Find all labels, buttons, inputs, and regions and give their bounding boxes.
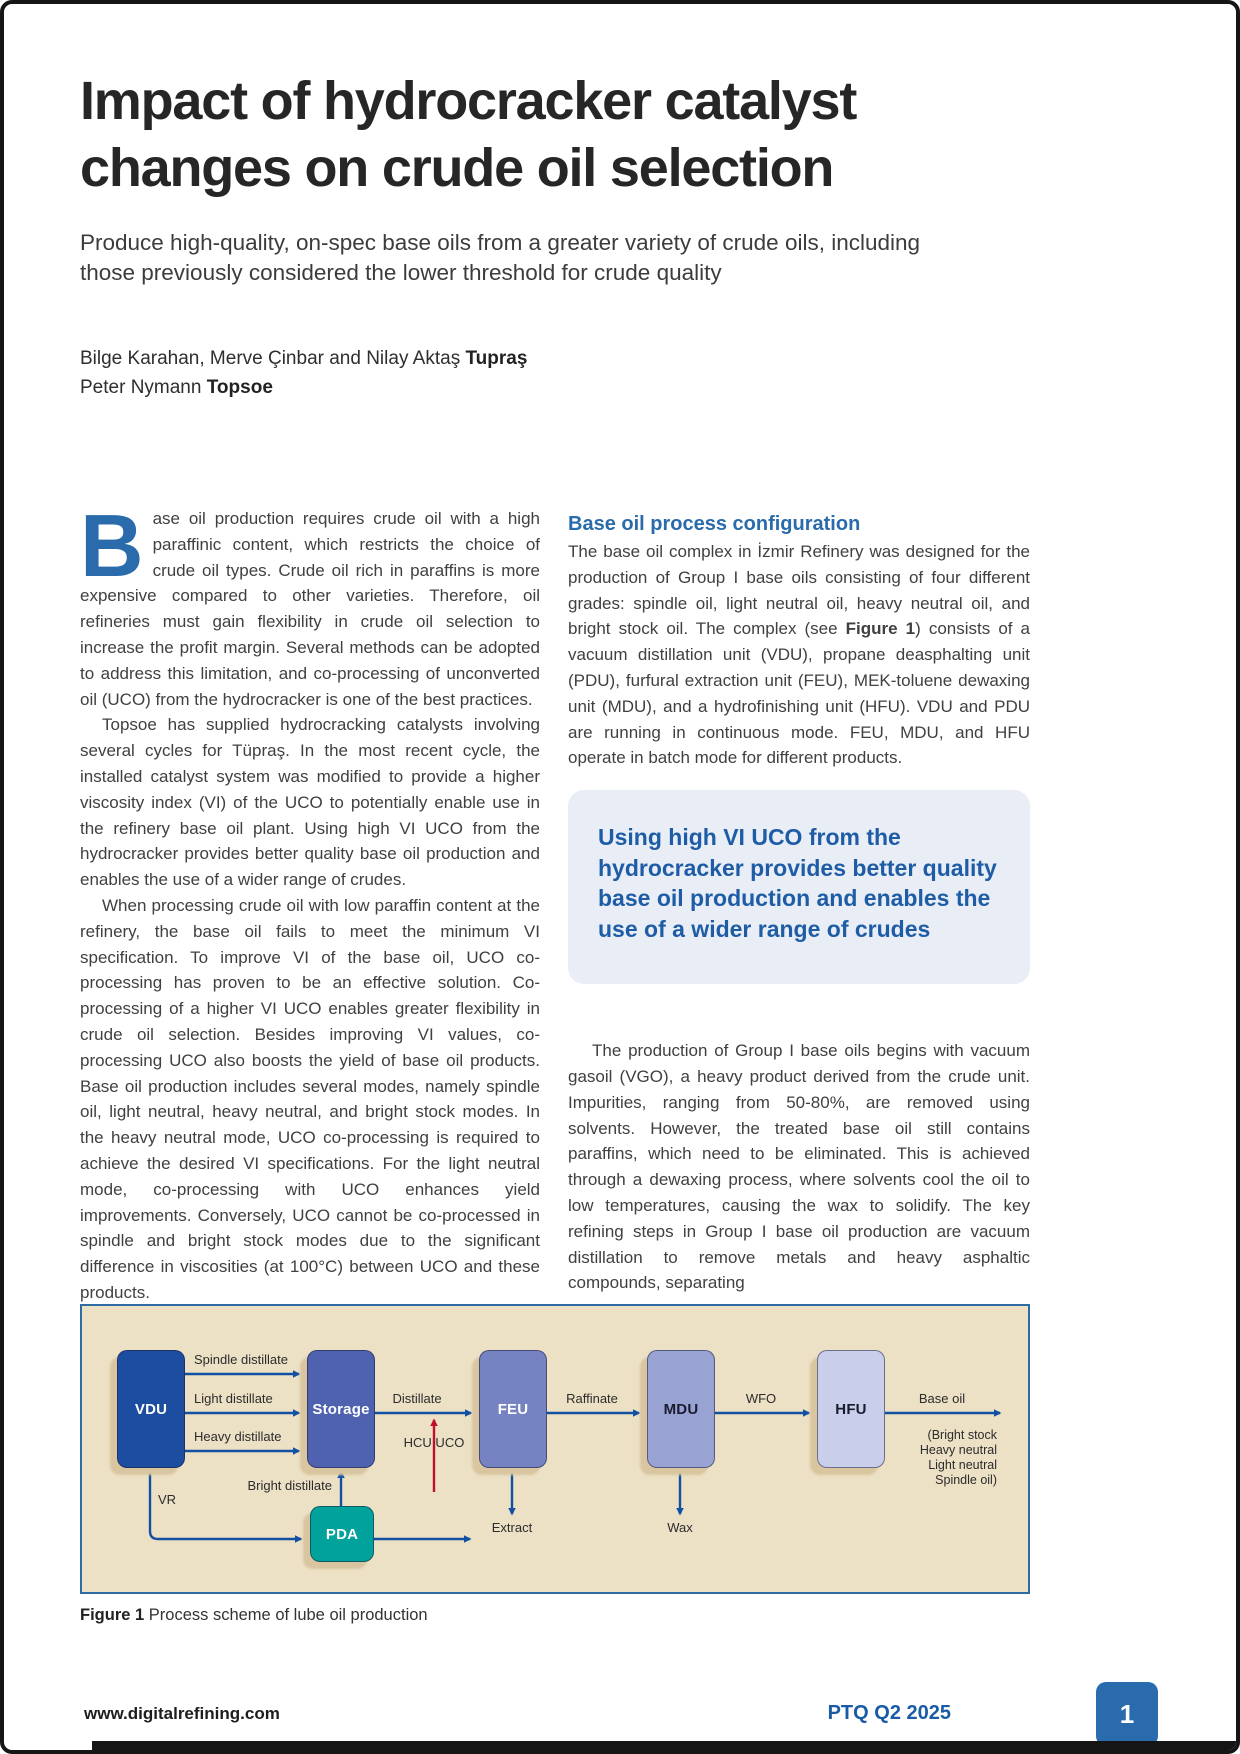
author-names: Peter Nymann	[80, 377, 207, 398]
figure-caption-number: Figure 1	[80, 1606, 145, 1624]
hcu-uco-label: HCU UCO	[403, 1435, 465, 1450]
title-line-2: changes on crude oil selection	[80, 138, 834, 198]
author-block	[80, 344, 527, 402]
paragraph-text: ) consists of a vacuum distillation unit (VDU), propane deasphalting unit (PDU), furfural extraction unit (FEU), MEK-toluene dewaxing unit (MDU), and a hydrofinishing unit (HFU). VDU and PDU are running in continuous mode. FEU, MDU, and HFU operate in batch mode for different products.	[568, 619, 1031, 768]
article-body	[80, 496, 1031, 1306]
wax-label: Wax	[667, 1520, 693, 1535]
extract-label: Extract	[491, 1520, 533, 1535]
product-line: (Bright stock	[927, 1428, 997, 1442]
left-column	[80, 496, 540, 1306]
author-company: Tupraş	[465, 348, 528, 369]
figure-caption-text: Process scheme of lube oil production	[144, 1606, 428, 1624]
issue-label: PTQ Q2 2025	[827, 1702, 951, 1724]
figure-1	[80, 1304, 1030, 1625]
pull-quote-box	[568, 790, 1030, 984]
paragraph-intro	[80, 496, 540, 712]
product-line: Spindle oil)	[935, 1473, 997, 1487]
drop-cap: B	[80, 496, 144, 595]
base-oil-label: Base oil	[918, 1391, 966, 1406]
author-company: Topsoe	[206, 377, 273, 398]
paragraph: The production of Group I base oils begins with vacuum gasoil (VGO), a heavy product derived from the crude unit. Impurities, ranging from 50-80%, are removed using solvents. However, the treated base oil still contains paraffins, which need to be eliminated. This is achieved through a dewaxing process, where solvents cool the oil to low temperatures, causing the wax to solidify. The key refining steps in Group I base oil production are vacuum distillation to remove metals and heavy asphaltic compounds, separating	[568, 1041, 1030, 1293]
raffinate-label: Raffinate	[566, 1391, 618, 1406]
distillate-label: Distillate	[392, 1391, 442, 1406]
article-subtitle: Produce high-quality, on-spec base oils from a greater variety of crude oils, including those previously considered the lower threshold for crude quality	[80, 230, 921, 285]
website-link[interactable]: www.digitalrefining.com	[84, 1704, 280, 1723]
right-column	[568, 506, 1030, 1306]
storage-box: Storage	[307, 1350, 375, 1468]
pda-box: PDA	[310, 1506, 374, 1562]
vr-label: VR	[158, 1492, 177, 1507]
author-line-2	[80, 373, 527, 402]
author-line-1	[80, 344, 527, 373]
page-title	[80, 68, 856, 202]
section-heading: Base oil process configuration	[568, 513, 861, 535]
bright-distillate-label: Bright distillate	[247, 1478, 332, 1493]
page-number-tab	[1096, 1682, 1158, 1746]
paragraph: Topsoe has supplied hydrocracking catalysts involving several cycles for Tüpraş. In the most recent cycle, the installed catalyst system was modified to provide a higher viscosity index (VI) of the UCO to potentially enable use in the refinery base oil plant. Using high VI UCO from the hydrocracker provides better quality base oil production and enables the use of a wider range of crudes.	[80, 715, 540, 890]
feu-box: FEU	[479, 1350, 547, 1468]
author-names: Bilge Karahan, Merve Çinbar and Nilay Aktaş	[80, 348, 466, 369]
paragraph: When processing crude oil with low paraffin content at the refinery, the base oil fails to meet the minimum VI specification. To improve VI of the base oil, UCO co-processing has proven to be an effective solution. Co-processing of a higher VI UCO enables greater flexibility in crude oil selection. Besides improving VI values, co-processing UCO also boosts the yield of base oil products. Base oil production includes several modes, namely spindle oil, light neutral, heavy neutral, and bright stock modes. In the heavy neutral mode, UCO co-processing is required to achieve the desired VI specifications. For the light neutral mode, co-processing with UCO enhances yield improvements. Conversely, UCO cannot be co-processed in spindle and bright stock modes due to the significant difference in viscosities (at 100°C) between UCO and these products.	[80, 895, 540, 1302]
paragraph-text: The base oil complex in İzmir Refinery was designed for the production of Group I base oils consisting of four different grades: spindle oil, light neutral oil, heavy neutral oil, and bright stock oil. The complex (see	[568, 542, 1030, 639]
heavy-distillate-label: Heavy distillate	[194, 1429, 282, 1444]
hfu-box: HFU	[817, 1350, 885, 1468]
product-line: Light neutral	[928, 1458, 997, 1472]
vdu-box: VDU	[117, 1350, 185, 1468]
wfo-label: WFO	[745, 1391, 777, 1406]
page-number: 1	[1119, 1698, 1135, 1729]
light-distillate-label: Light distillate	[194, 1391, 273, 1406]
process-diagram-panel	[80, 1304, 1030, 1594]
paragraph-text: ase oil production requires crude oil with a high paraffinic content, which restricts the choice of crude oil types. Crude oil rich in paraffins is more expensive compared to other varieties. Therefore, oil refineries must gain flexibility in crude oil selection to increase the profit margin. Several methods can be adopted to address this limitation, and co-processing of unconverted oil (UCO) from the hydrocracker is one of the best practices.	[80, 509, 540, 709]
footer-bar	[92, 1741, 1236, 1750]
paragraph	[568, 539, 1030, 771]
title-line-1: Impact of hydrocracker catalyst	[80, 71, 857, 131]
figure-caption	[80, 1606, 1030, 1625]
base-oil-products-list	[867, 1428, 997, 1488]
spindle-distillate-label: Spindle distillate	[194, 1352, 288, 1367]
figure-reference: Figure 1	[845, 619, 916, 639]
mdu-box: MDU	[647, 1350, 715, 1468]
pull-quote-text: Using high VI UCO from the hydrocracker provides better quality base oil production and enables the use of a wider range of crudes	[598, 824, 997, 942]
product-line: Heavy neutral	[919, 1443, 997, 1457]
